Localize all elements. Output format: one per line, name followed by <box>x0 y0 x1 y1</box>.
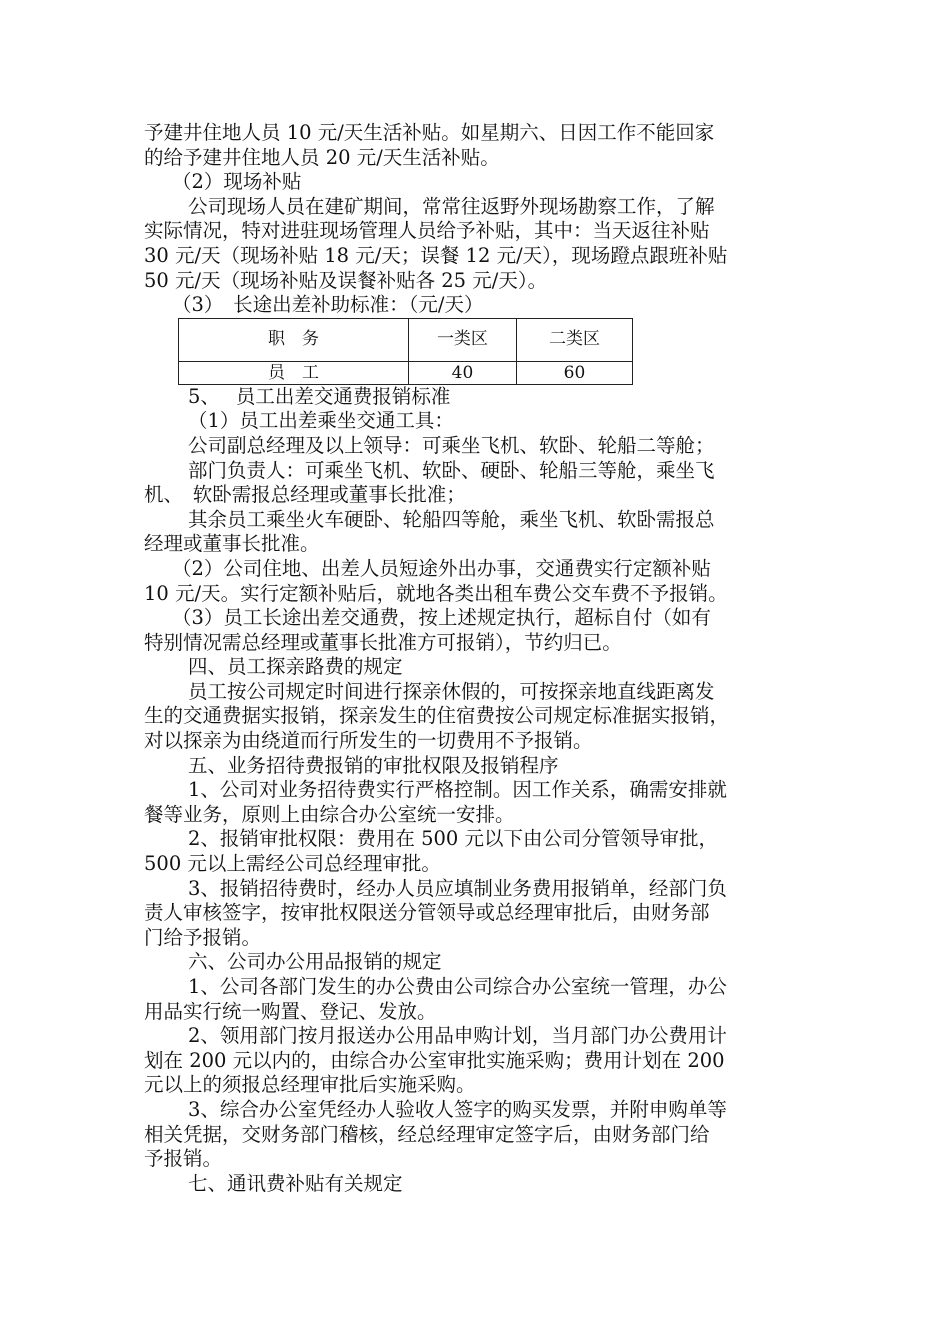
text-line: 实际情况，特对进驻现场管理人员给予补贴，其中：当天返往补贴 <box>144 219 710 243</box>
text-line: 员工按公司规定时间进行探亲休假的，可按探亲地直线距离发 <box>188 679 715 703</box>
section-heading: 5、 员工出差交通费报销标准 <box>188 384 451 408</box>
text-line: 生的交通费据实报销，探亲发生的住宿费按公司规定标准据实报销， <box>144 704 730 728</box>
section-heading: （2）现场补贴 <box>172 170 302 194</box>
table-cell: 60 <box>516 361 632 384</box>
section-heading: （1）员工出差乘坐交通工具： <box>188 409 454 433</box>
table-header-cell: 一类区 <box>408 318 516 361</box>
text-line: 特别情况需总经理或董事长批准方可报销），节约归已。 <box>144 630 622 654</box>
text-line: 予报销。 <box>144 1147 223 1171</box>
table-cell: 员 工 <box>179 361 409 384</box>
table-header-cell: 职 务 <box>179 318 409 361</box>
text-line: 对以探亲为由绕道而行所发生的一切费用不予报销。 <box>144 729 593 753</box>
text-line: 餐等业务，原则上由综合办公室统一安排。 <box>144 802 515 826</box>
text-line: 部门负责人：可乘坐飞机、软卧、硬卧、轮船三等舱，乘坐飞 <box>188 458 715 482</box>
section-heading: 五、业务招待费报销的审批权限及报销程序 <box>188 753 559 777</box>
text-line: 公司副总经理及以上领导：可乘坐飞机、软卧、轮船二等舱； <box>188 433 715 457</box>
text-line: 1、公司对业务招待费实行严格控制。因工作关系，确需安排就 <box>188 778 727 802</box>
text-line: 1、公司各部门发生的办公费由公司综合办公室统一管理，办公 <box>188 975 727 998</box>
section-heading: 四、员工探亲路费的规定 <box>188 655 403 679</box>
allowance-table <box>178 318 633 385</box>
text-line: 3、综合办公室凭经办人验收人签字的购买发票，并附申购单等 <box>188 1097 727 1121</box>
text-line: 2、领用部门按月报送办公用品申购计划，当月部门办公费用计 <box>188 1024 727 1048</box>
text-line: 门给予报销。 <box>144 925 262 949</box>
text-line: 划在 200 元以内的，由综合办公室审批实施采购；费用计划在 200 <box>144 1048 725 1072</box>
text-line: 用品实行统一购置、登记、发放。 <box>144 999 437 1023</box>
table-cell: 40 <box>408 361 516 384</box>
text-line: 经理或董事长批准。 <box>144 532 320 556</box>
text-line: 元以上的须报总经理审批后实施采购。 <box>144 1073 476 1097</box>
section-heading: （3） 长途出差补助标准：（元/天） <box>172 293 484 317</box>
text-line: 公司现场人员在建矿期间，常常往返野外现场勘察工作，了解 <box>188 194 715 218</box>
table-header-row <box>179 318 633 361</box>
text-line: 的给予建井住地人员 20 元/天生活补贴。 <box>144 145 500 169</box>
section-heading: 六、公司办公用品报销的规定 <box>188 950 442 974</box>
section-heading: 七、通讯费补贴有关规定 <box>188 1171 403 1195</box>
text-line: 机、 软卧需报总经理或董事长批准； <box>144 483 466 507</box>
text-line: 10 元/天。实行定额补贴后，就地各类出租车费公交车费不予报销。 <box>144 581 728 605</box>
text-line: 予建井住地人员 10 元/天生活补贴。如星期六、日因工作不能回家 <box>144 121 715 144</box>
text-line: 2、报销审批权限：费用在 500 元以下由公司分管领导审批， <box>188 827 719 851</box>
text-line: 其余员工乘坐火车硬卧、轮船四等舱，乘坐飞机、软卧需报总 <box>188 507 715 531</box>
document-body <box>144 121 826 1196</box>
text-line: 责人审核签字，按审批权限送分管领导或总经理审批后，由财务部 <box>144 901 710 925</box>
text-line: 相关凭据，交财务部门稽核，经总经理审定签字后，由财务部门给 <box>144 1122 710 1146</box>
table-header-cell: 二类区 <box>516 318 632 361</box>
text-line: 30 元/天（现场补贴 18 元/天；误餐 12 元/天），现场蹬点跟班补贴 <box>144 243 728 267</box>
text-line: （2）公司住地、出差人员短途外出办事，交通费实行定额补贴 <box>172 556 711 580</box>
text-line: 50 元/天（现场补贴及误餐补贴各 25 元/天）。 <box>144 268 548 292</box>
text-line: （3）员工长途出差交通费，按上述规定执行，超标自付（如有 <box>172 606 711 630</box>
text-line: 3、报销招待费时，经办人员应填制业务费用报销单，经部门负 <box>188 876 727 900</box>
text-line: 500 元以上需经公司总经理审批。 <box>144 852 441 876</box>
table-row <box>179 361 633 384</box>
